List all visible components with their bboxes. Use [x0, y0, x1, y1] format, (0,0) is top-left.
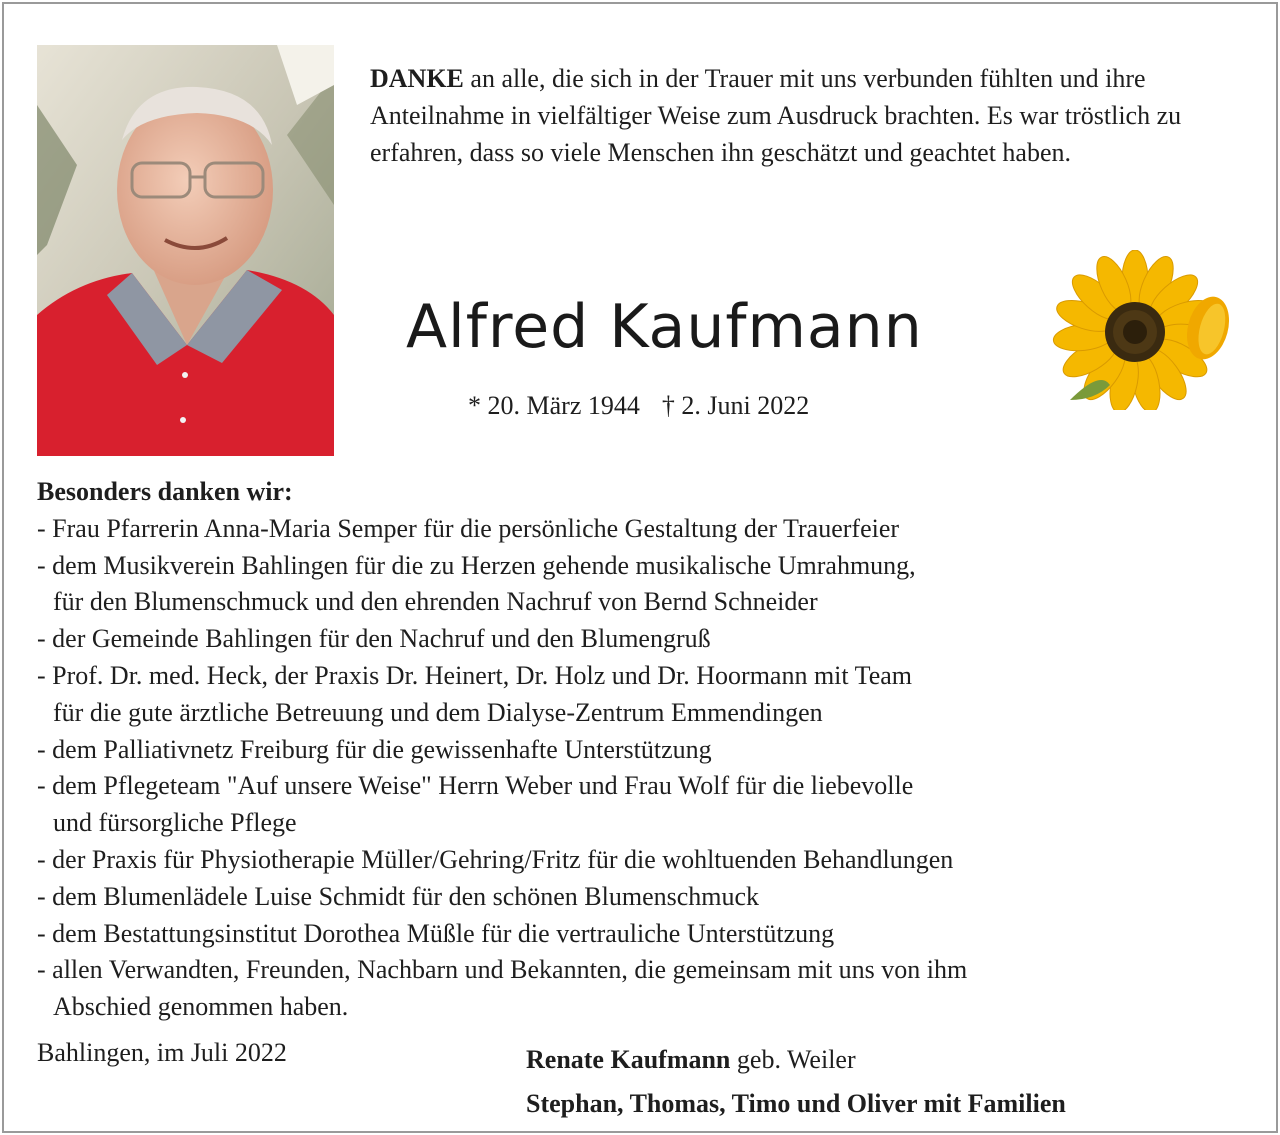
special-thanks-heading: Besonders danken wir:: [37, 477, 293, 506]
special-thanks: [37, 474, 1257, 1026]
list-item-line: - Frau Pfarrerin Anna-Maria Semper für die persönliche Gestaltung der Trauerfeier: [37, 513, 900, 543]
signature-line-2: [526, 1082, 1066, 1126]
list-item-continuation: und fürsorgliche Pflege: [53, 808, 297, 838]
list-item: [37, 916, 1257, 953]
list-item-line: - Prof. Dr. med. Heck, der Praxis Dr. Heinert, Dr. Holz und Dr. Hoormann mit Team: [37, 660, 913, 690]
thanks-text: an alle, die sich in der Trauer mit uns verbunden fühlten und ihre Anteilnahme in vielfältiger Weise zum Ausdruck brachten. Es war tröstlich zu erfahren, dass so viele Menschen ihn geschätzt und geachtet haben.: [370, 64, 1182, 167]
death-date: † 2. Juni 2022: [661, 391, 810, 420]
list-item-continuation: für den Blumenschmuck und den ehrenden Nachruf von Bernd Schneider: [53, 587, 818, 617]
list-item: [37, 548, 1257, 622]
life-dates: [468, 391, 809, 421]
list-item-line: - der Praxis für Physiotherapie Müller/Gehring/Fritz für die wohltuenden Behandlungen: [37, 844, 954, 874]
signature-block: [526, 1038, 1066, 1126]
birth-date: * 20. März 1944: [468, 391, 640, 420]
list-item-line: - dem Palliativnetz Freiburg für die gewissenhafte Unterstützung: [37, 734, 712, 764]
list-item-line: - dem Bestattungsinstitut Dorothea Müßle für die vertrauliche Unterstützung: [37, 918, 835, 948]
signature-maiden-name: geb. Weiler: [730, 1045, 856, 1074]
list-item-line: - der Gemeinde Bahlingen für den Nachruf und den Blumengruß: [37, 624, 711, 654]
sunflower-icon: [1040, 250, 1250, 410]
list-item: [37, 952, 1257, 1026]
deceased-name: Alfred Kaufmann: [406, 292, 923, 362]
list-item: [37, 768, 1257, 842]
list-item: [37, 842, 1257, 879]
list-item: [37, 879, 1257, 916]
list-item-continuation: Abschied genommen haben.: [53, 992, 349, 1022]
list-item-line: - dem Pflegeteam "Auf unsere Weise" Herrn Weber und Frau Wolf für die liebevolle: [37, 771, 914, 801]
signature-name: Renate Kaufmann: [526, 1045, 731, 1074]
signature-family: Stephan, Thomas, Timo und Oliver mit Familien: [526, 1089, 1066, 1118]
list-item-continuation: für die gute ärztliche Betreuung und dem Dialyse-Zentrum Emmendingen: [53, 697, 823, 727]
thanks-lead: DANKE: [370, 64, 464, 93]
list-item-line: - allen Verwandten, Freunden, Nachbarn und Bekannten, die gemeinsam mit uns von ihm: [37, 955, 968, 985]
thanks-paragraph: [370, 60, 1250, 171]
list-item: [37, 621, 1257, 658]
signature-line-1: [526, 1038, 1066, 1082]
list-item: [37, 732, 1257, 769]
portrait-photo: [37, 45, 334, 456]
list-item-line: - dem Musikverein Bahlingen für die zu Herzen gehende musikalische Umrahmung,: [37, 550, 916, 580]
list-item: [37, 511, 1257, 548]
place-date: Bahlingen, im Juli 2022: [37, 1038, 287, 1067]
list-item: [37, 658, 1257, 732]
list-item-line: - dem Blumenlädele Luise Schmidt für den schönen Blumenschmuck: [37, 881, 760, 911]
